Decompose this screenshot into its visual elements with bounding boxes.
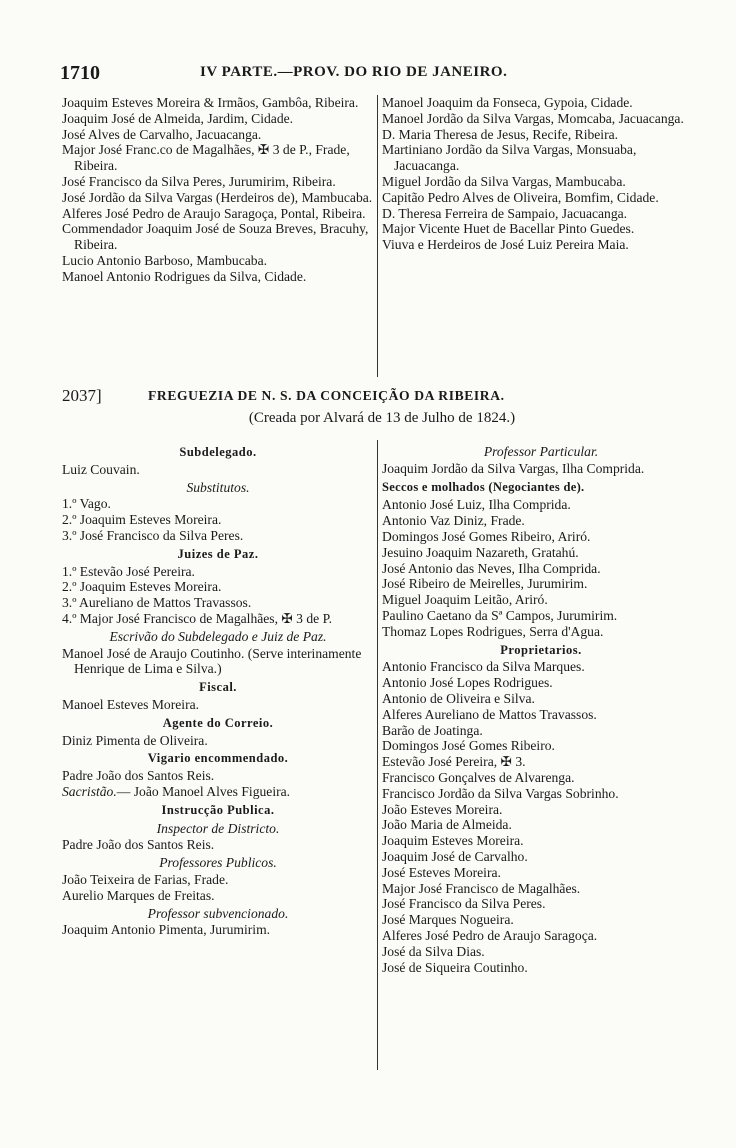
list-entry: Thomaz Lopes Rodrigues, Serra d'Agua. bbox=[382, 623, 604, 639]
instrucao-heading: Instrucção Publica. bbox=[161, 802, 275, 817]
list-entry: Barão de Joatinga. bbox=[382, 722, 483, 738]
list-entry: Manoel Jordão da Silva Vargas, Momcaba, Jacuacanga. bbox=[382, 110, 684, 126]
list-entry: Domingos José Gomes Ribeiro, Ariró. bbox=[382, 528, 591, 544]
sacristao-name: — João Manoel Alves Figueira. bbox=[116, 783, 291, 799]
list-entry: José da Silva Dias. bbox=[382, 943, 485, 959]
correio-name: Diniz Pimenta de Oliveira. bbox=[62, 732, 208, 748]
list-entry: José de Siqueira Coutinho. bbox=[382, 959, 528, 975]
fiscal-heading: Fiscal. bbox=[199, 680, 237, 695]
list-entry: 1.º Vago. bbox=[62, 496, 111, 512]
section-heading bbox=[62, 386, 702, 410]
list-entry: Major José Franc.co de Magalhães, ✠ 3 de P., Frade, Ribeira. bbox=[62, 142, 350, 174]
list-entry: 1.º Estevão José Pereira. bbox=[62, 563, 195, 579]
section-title: FREGUEZIA DE N. S. DA CONCEIÇÃO DA RIBEIRA. bbox=[148, 388, 505, 403]
list-entry: 3.º Aureliano de Mattos Travassos. bbox=[62, 595, 252, 611]
seccos-heading: Seccos e molhados (Negociantes de). bbox=[382, 479, 585, 494]
list-entry: José Esteves Moreira. bbox=[382, 864, 501, 880]
list-entry: 2.º Joaquim Esteves Moreira. bbox=[62, 579, 222, 595]
inspector-heading: Inspector de Districto. bbox=[156, 820, 280, 836]
list-entry: José Alves de Carvalho, Jacuacanga. bbox=[62, 126, 262, 142]
list-entry: Joaquim Esteves Moreira. bbox=[382, 833, 524, 849]
list-entry: Lucio Antonio Barboso, Mambucaba. bbox=[62, 252, 268, 268]
list-entry: Viuva e Herdeiros de José Luiz Pereira Maia. bbox=[382, 237, 629, 253]
list-entry: Capitão Pedro Alves de Oliveira, Bomfim, Cidade. bbox=[382, 189, 659, 205]
list-entry: Manoel Joaquim da Fonseca, Gypoia, Cidade. bbox=[382, 95, 633, 110]
sacristao-line bbox=[62, 784, 374, 800]
list-entry: Antonio Francisco da Silva Marques. bbox=[382, 659, 585, 675]
page-header bbox=[60, 62, 700, 86]
list-entry: João Teixeira de Farias, Frade. bbox=[62, 871, 229, 887]
list-entry: Antonio José Luiz, Ilha Comprida. bbox=[382, 497, 571, 513]
page-number: 1710 bbox=[60, 62, 100, 84]
inspector-name: Padre João dos Santos Reis. bbox=[62, 837, 215, 853]
list-entry: Jesuino Joaquim Nazareth, Gratahú. bbox=[382, 544, 579, 560]
escrivao-heading: Escrivão do Subdelegado e Juiz de Paz. bbox=[109, 628, 327, 644]
fiscal-name: Manoel Esteves Moreira. bbox=[62, 696, 200, 712]
column-divider bbox=[377, 440, 378, 1070]
list-entry: 4.º Major José Francisco de Magalhães, ✠ 3 de P. bbox=[62, 610, 333, 626]
vigario-heading: Vigario encommendado. bbox=[147, 751, 289, 766]
bottom-left-column bbox=[62, 442, 374, 938]
juizes-heading: Juizes de Paz. bbox=[177, 546, 259, 561]
section-subtitle: (Creada por Alvará de 13 de Julho de 1824.) bbox=[248, 410, 516, 426]
list-entry: Alferes José Pedro de Araujo Saragoça. bbox=[382, 927, 598, 943]
list-entry: Paulino Caetano da Sª Campos, Jurumirim. bbox=[382, 607, 618, 623]
column-divider bbox=[377, 95, 378, 377]
list-entry: José Francisco da Silva Peres, Jurumirim, Ribeira. bbox=[62, 173, 336, 189]
list-entry: José Ribeiro de Meirelles, Jurumirim. bbox=[382, 576, 588, 592]
professores-heading: Professores Publicos. bbox=[159, 855, 277, 871]
sacristao-label: Sacristão. bbox=[62, 783, 117, 799]
list-entry: Miguel Joaquim Leitão, Ariró. bbox=[382, 592, 548, 608]
vigario-name: Padre João dos Santos Reis. bbox=[62, 768, 215, 784]
list-entry: Domingos José Gomes Ribeiro. bbox=[382, 738, 555, 754]
running-head: IV PARTE.—PROV. DO RIO DE JANEIRO. bbox=[200, 64, 508, 80]
subvencionado-name: Joaquim Antonio Pimenta, Jurumirim. bbox=[62, 922, 271, 938]
list-entry: D. Theresa Ferreira de Sampaio, Jacuacanga. bbox=[382, 205, 628, 221]
list-entry: Estevão José Pereira, ✠ 3. bbox=[382, 754, 526, 770]
list-entry: Alferes José Pedro de Araujo Saragoça, Pontal, Ribeira. bbox=[62, 205, 366, 221]
list-entry: José Antonio das Neves, Ilha Comprida. bbox=[382, 560, 601, 576]
list-entry: Alferes Aureliano de Mattos Travassos. bbox=[382, 706, 597, 722]
list-entry: 3.º José Francisco da Silva Peres. bbox=[62, 527, 244, 543]
particular-heading: Professor Particular. bbox=[483, 444, 599, 459]
substitutos-heading: Substitutos. bbox=[186, 479, 250, 495]
bottom-right-column bbox=[382, 442, 700, 975]
top-right-column bbox=[382, 95, 694, 253]
section-number: 2037] bbox=[62, 386, 102, 405]
list-entry: João Maria de Almeida. bbox=[382, 817, 512, 833]
list-entry: Antonio de Oliveira e Silva. bbox=[382, 690, 535, 706]
list-entry: D. Maria Theresa de Jesus, Recife, Ribeira. bbox=[382, 126, 619, 142]
particular-name: Joaquim Jordão da Silva Vargas, Ilha Comprida. bbox=[382, 460, 645, 476]
list-entry: José Francisco da Silva Peres. bbox=[382, 896, 546, 912]
list-entry: Manoel Antonio Rodrigues da Silva, Cidade. bbox=[62, 268, 307, 284]
subdelegado-heading: Subdelegado. bbox=[179, 445, 257, 459]
proprietarios-heading: Proprietarios. bbox=[500, 642, 582, 657]
list-entry: Martiniano Jordão da Silva Vargas, Monsuaba, Jacuacanga. bbox=[382, 142, 637, 174]
list-entry: Joaquim José de Carvalho. bbox=[382, 848, 528, 864]
list-entry: José Jordão da Silva Vargas (Herdeiros de), Mambucaba. bbox=[62, 189, 373, 205]
escrivao-name: Manoel José de Araujo Coutinho. (Serve interinamente Henrique de Lima e Silva.) bbox=[62, 645, 362, 677]
subvencionado-heading: Professor subvencionado. bbox=[147, 905, 289, 921]
list-entry: Major José Francisco de Magalhães. bbox=[382, 880, 581, 896]
list-entry: Antonio Vaz Diniz, Frade. bbox=[382, 513, 525, 529]
list-entry: Commendador Joaquim José de Souza Breves, Bracuhy, Ribeira. bbox=[62, 221, 369, 253]
list-entry: Aurelio Marques de Freitas. bbox=[62, 887, 215, 903]
list-entry: Antonio José Lopes Rodrigues. bbox=[382, 675, 553, 691]
list-entry: Francisco Jordão da Silva Vargas Sobrinho. bbox=[382, 785, 619, 801]
list-entry: Miguel Jordão da Silva Vargas, Mambucaba. bbox=[382, 173, 626, 189]
list-entry: José Marques Nogueira. bbox=[382, 912, 514, 928]
correio-heading: Agente do Correio. bbox=[162, 715, 274, 730]
list-entry: Joaquim José de Almeida, Jardim, Cidade. bbox=[62, 110, 294, 126]
subdelegado-name: Luiz Couvain. bbox=[62, 461, 140, 477]
list-entry: 2.º Joaquim Esteves Moreira. bbox=[62, 512, 222, 528]
list-entry: João Esteves Moreira. bbox=[382, 801, 503, 817]
top-left-column bbox=[62, 95, 375, 285]
list-entry: Major Vicente Huet de Bacellar Pinto Guedes. bbox=[382, 221, 635, 237]
list-entry: Joaquim Esteves Moreira & Irmãos, Gambôa, Ribeira. bbox=[62, 95, 359, 110]
list-entry: Francisco Gonçalves de Alvarenga. bbox=[382, 769, 575, 785]
